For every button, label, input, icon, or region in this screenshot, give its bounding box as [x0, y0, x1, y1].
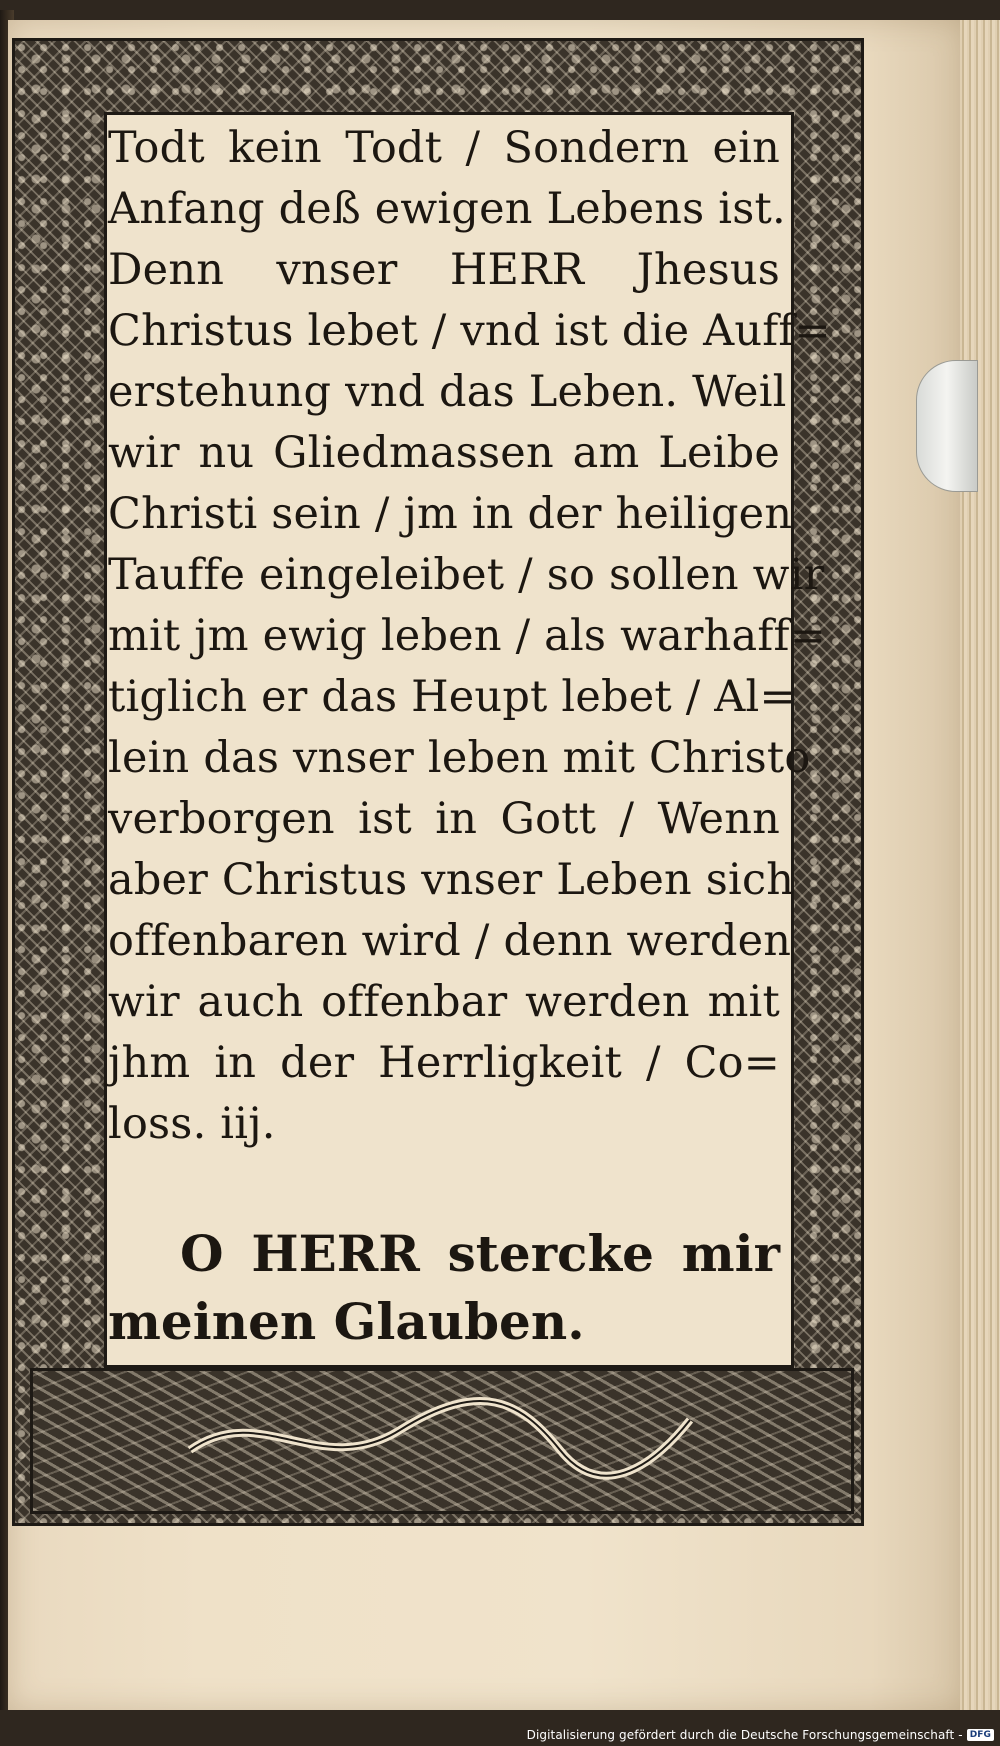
dfg-logo: DFG [967, 1729, 994, 1741]
closing-line: O HERR stercke mir [180, 1224, 780, 1283]
serpent-ornament [180, 1390, 700, 1480]
closing-prayer [108, 1220, 780, 1356]
text-line: Denn vnser HERR Jhesus [108, 245, 780, 295]
text-line: erstehung vnd das Leben. Weil [108, 367, 787, 417]
text-line: offenbaren wird / denn werden [108, 916, 792, 966]
page-edges [960, 20, 1000, 1710]
text-line: loss. iij. [108, 1099, 276, 1149]
text-line: verborgen ist in Gott / Wenn [108, 794, 780, 844]
digitization-credit [527, 1728, 994, 1742]
text-line: Christus lebet / vnd ist die Auff= [108, 306, 831, 356]
bookmark-tab [916, 360, 978, 492]
text-line: wir auch offenbar werden mit [108, 977, 780, 1027]
text-line: lein das vnser leben mit Christo [108, 733, 811, 783]
text-line: Anfang deß ewigen Lebens ist. [108, 184, 786, 234]
text-line: mit jm ewig leben / als warhaff= [108, 611, 826, 661]
text-line: wir nu Gliedmassen am Leibe [108, 428, 780, 478]
text-line: Todt kein Todt / Sondern ein [108, 123, 780, 173]
credit-text: Digitalisierung gefördert durch die Deutsche Forschungsgemeinschaft - [526, 1728, 963, 1742]
text-line: tiglich er das Heupt lebet / Al= [108, 672, 796, 722]
body-text [108, 118, 831, 1155]
text-line: Tauffe eingeleibet / so sollen wir [108, 550, 825, 600]
text-line: Christi sein / jm in der heiligen [108, 489, 793, 539]
text-line: aber Christus vnser Leben sich [108, 855, 795, 905]
text-line: jhm in der Herrligkeit / Co= [108, 1038, 780, 1088]
closing-line: meinen Glauben. [108, 1292, 585, 1351]
